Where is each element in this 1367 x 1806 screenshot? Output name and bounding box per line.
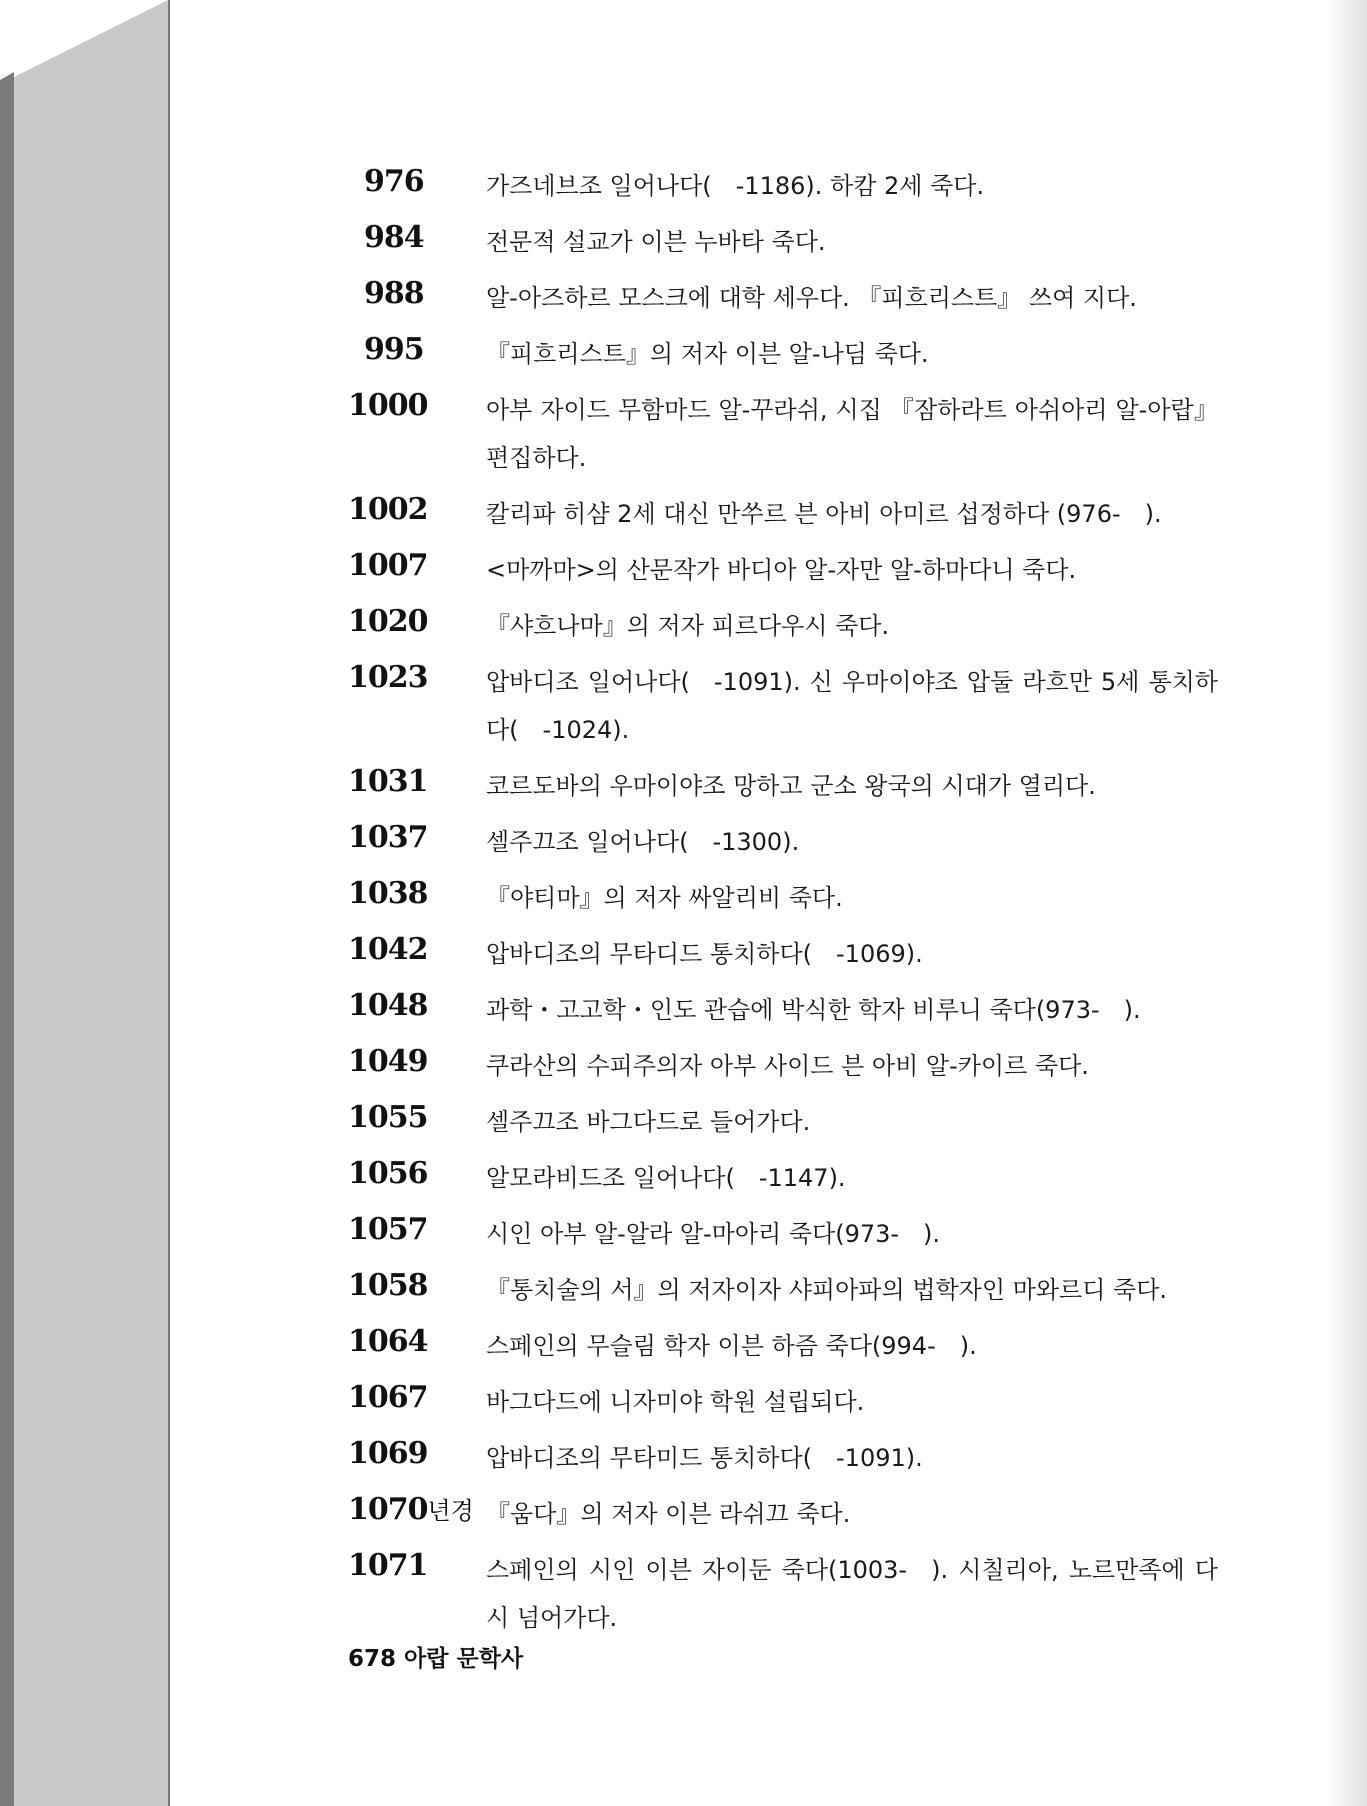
- chronology-entry: [348, 1154, 1218, 1202]
- page-shadow: [1327, 0, 1367, 1806]
- entry-year-value: 1020: [348, 604, 428, 639]
- entry-year: [348, 1154, 486, 1194]
- entry-year-value: 1007: [348, 548, 428, 583]
- entry-year-value: 1057: [348, 1212, 428, 1247]
- entry-text: 『피흐리스트』의 저자 이븐 알-나딤 죽다.: [486, 340, 929, 368]
- entry-text: 압바디조의 무타디드 통치하다( -1069).: [486, 940, 923, 968]
- chronology-entry: [348, 1378, 1218, 1426]
- entry-text: 스페인의 무슬림 학자 이븐 하즘 죽다(994- ).: [486, 1332, 977, 1360]
- entry-year: [348, 1546, 486, 1586]
- entry-year-suffix: 년경: [427, 1497, 474, 1525]
- entry-year: [348, 490, 486, 530]
- entry-year: [348, 1098, 486, 1138]
- chronology-entry: [348, 546, 1218, 594]
- entry-year-value: 1042: [348, 932, 428, 967]
- entry-text: 압바디조 일어나다( -1091). 신 우마이야조 압둘 라흐만 5세 통치하다( -1024).: [486, 668, 1218, 744]
- entry-year-value: 988: [364, 276, 424, 311]
- entry-text: 칼리파 히샴 2세 대신 만쑤르 븐 아비 아미르 섭정하다 (976- ).: [486, 500, 1162, 528]
- book-spine: [8, 0, 168, 1806]
- entry-text: 스페인의 시인 이븐 자이둔 죽다(1003- ). 시칠리아, 노르만족에 다시 넘어가다.: [486, 1556, 1218, 1632]
- entry-year: [348, 1378, 486, 1418]
- entry-year-value: 1048: [348, 988, 428, 1023]
- entry-text: <마까마>의 산문작가 바디아 알-자만 알-하마다니 죽다.: [486, 556, 1077, 584]
- entry-text: 쿠라산의 수피주의자 아부 사이드 븐 아비 알-카이르 죽다.: [486, 1052, 1089, 1080]
- entry-text: 압바디조의 무타미드 통치하다( -1091).: [486, 1444, 923, 1472]
- entry-text: 전문적 설교가 이븐 누바타 죽다.: [486, 228, 826, 256]
- chronology-entry: [348, 1098, 1218, 1146]
- chronology-entry: [348, 602, 1218, 650]
- entry-text: 바그다드에 니자미야 학원 설립되다.: [486, 1388, 865, 1416]
- entry-year-value: 976: [364, 164, 424, 199]
- entry-text: 아부 자이드 무함마드 알-꾸라쉬, 시집 『잠하라트 아쉬아리 알-아랍』 편집하다.: [486, 396, 1218, 472]
- entry-year: [348, 818, 486, 858]
- chronology-entry: [348, 1322, 1218, 1370]
- entry-text: 셀주끄조 바그다드로 들어가다.: [486, 1108, 811, 1136]
- chronology-entry: [348, 1546, 1218, 1642]
- entry-year-value: 1049: [348, 1044, 428, 1079]
- page-footer: [348, 1640, 523, 1673]
- entry-year: [348, 1322, 486, 1362]
- entry-year-value: 1002: [348, 492, 428, 527]
- entry-year-value: 995: [364, 332, 424, 367]
- entry-year-value: 1038: [348, 876, 428, 911]
- entry-year: [348, 1434, 486, 1474]
- chronology-entry: [348, 274, 1218, 322]
- entry-year-value: 1067: [348, 1380, 428, 1415]
- entry-year: [348, 1210, 486, 1250]
- entry-text: 『야티마』의 저자 싸알리비 죽다.: [486, 884, 843, 912]
- entry-year-value: 1064: [348, 1324, 428, 1359]
- entry-year: [348, 930, 486, 970]
- entry-year-value: 1071: [348, 1548, 428, 1583]
- entry-year: [348, 274, 486, 314]
- entry-year-value: 1058: [348, 1268, 428, 1303]
- entry-year-value: 984: [364, 220, 424, 255]
- entry-text: 『통치술의 서』의 저자이자 샤피아파의 법학자인 마와르디 죽다.: [486, 1276, 1168, 1304]
- entry-text: 『움다』의 저자 이븐 라쉬끄 죽다.: [486, 1500, 851, 1528]
- chronology-entry: [348, 162, 1218, 210]
- entry-year: [348, 602, 486, 642]
- entry-text: 알모라비드조 일어나다( -1147).: [486, 1164, 846, 1192]
- chronology-entry: [348, 1490, 1218, 1538]
- chronology-entry: [348, 218, 1218, 266]
- chronology-entry: [348, 386, 1218, 482]
- entry-year-value: 1070: [348, 1492, 428, 1527]
- entry-year-value: 1023: [348, 660, 428, 695]
- entry-year: [348, 330, 486, 370]
- entry-year-value: 1055: [348, 1100, 428, 1135]
- entry-year-value: 1056: [348, 1156, 428, 1191]
- entry-text: 시인 아부 알-알라 알-마아리 죽다(973- ).: [486, 1220, 941, 1248]
- chronology-entry: [348, 1434, 1218, 1482]
- entry-text: 가즈네브조 일어나다( -1186). 하캄 2세 죽다.: [486, 172, 985, 200]
- book-spine-edge: [0, 0, 14, 1806]
- chronology-entry: [348, 762, 1218, 810]
- entry-year: [348, 1042, 486, 1082]
- entry-text: 과학・고고학・인도 관습에 박식한 학자 비루니 죽다(973- ).: [486, 996, 1141, 1024]
- chronology-entry: [348, 490, 1218, 538]
- entry-year: [348, 386, 486, 426]
- chronology-entry: [348, 874, 1218, 922]
- entry-year: [348, 1266, 486, 1306]
- chronology-entry: [348, 1210, 1218, 1258]
- entry-text: 셀주끄조 일어나다( -1300).: [486, 828, 800, 856]
- chronology-entry: [348, 930, 1218, 978]
- entry-year: [348, 1490, 486, 1531]
- entry-year: [348, 874, 486, 914]
- page-number: 678: [348, 1646, 397, 1672]
- chronology-list: [348, 162, 1218, 1650]
- entry-year: [348, 218, 486, 258]
- entry-year: [348, 546, 486, 586]
- chronology-entry: [348, 818, 1218, 866]
- chronology-entry: [348, 986, 1218, 1034]
- entry-text: 알-아즈하르 모스크에 대학 세우다. 『피흐리스트』 쓰여 지다.: [486, 284, 1137, 312]
- entry-year: [348, 658, 486, 698]
- entry-year-value: 1031: [348, 764, 428, 799]
- chronology-entry: [348, 1266, 1218, 1314]
- chronology-entry: [348, 658, 1218, 754]
- chronology-entry: [348, 330, 1218, 378]
- entry-text: 코르도바의 우마이야조 망하고 군소 왕국의 시대가 열리다.: [486, 772, 1096, 800]
- entry-year: [348, 762, 486, 802]
- chronology-entry: [348, 1042, 1218, 1090]
- entry-year-value: 1037: [348, 820, 428, 855]
- entry-year: [348, 162, 486, 202]
- entry-year-value: 1069: [348, 1436, 428, 1471]
- entry-year-value: 1000: [348, 388, 428, 423]
- book-title: 아랍 문학사: [404, 1646, 524, 1672]
- entry-year: [348, 986, 486, 1026]
- entry-text: 『샤흐나마』의 저자 피르다우시 죽다.: [486, 612, 890, 640]
